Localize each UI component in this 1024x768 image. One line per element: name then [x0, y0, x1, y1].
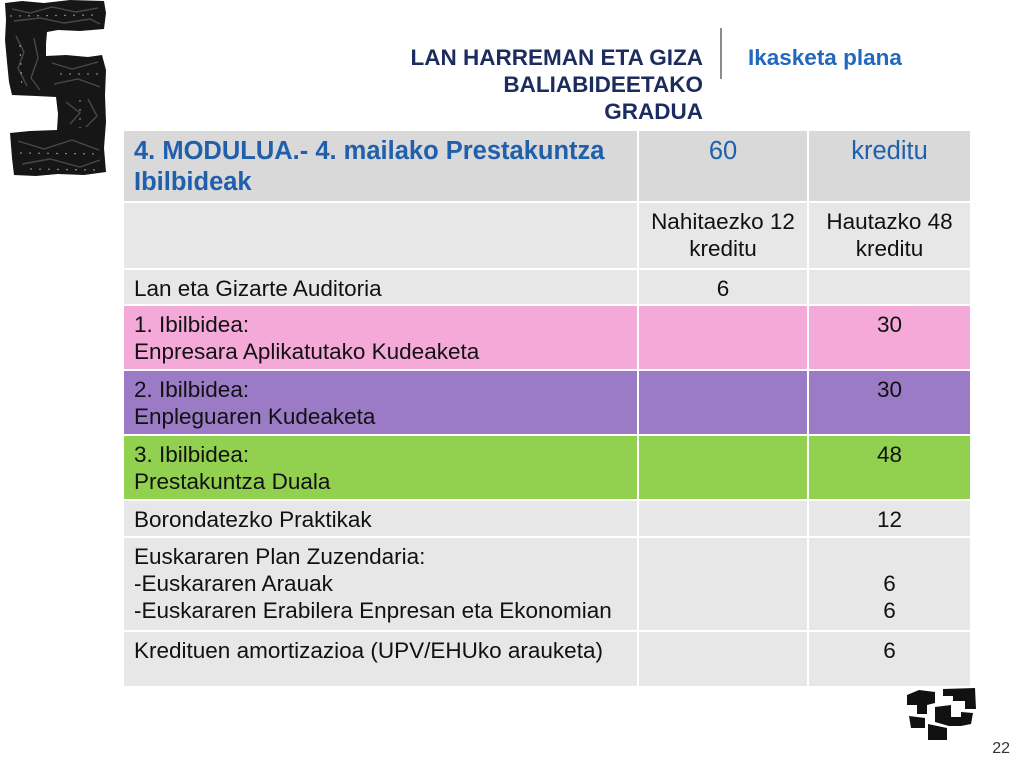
degree-title	[383, 44, 703, 125]
elective-credits-cell	[809, 436, 970, 499]
mandatory-credits-cell	[639, 436, 807, 499]
subject-label: Lan eta Gizarte Auditoria	[134, 276, 382, 301]
mandatory-credits-cell	[639, 538, 807, 630]
grunge-five-logo	[0, 0, 110, 180]
subject-cell	[124, 306, 637, 369]
subject-cell	[124, 270, 637, 304]
elective-credits-cell	[809, 501, 970, 536]
grunge-five-shape	[5, 0, 106, 176]
page-number: 22	[992, 740, 1010, 757]
header-separator	[720, 28, 722, 79]
elective-credits-value: 30	[876, 377, 903, 402]
mandatory-credits-header-line: Nahitaezko 12	[651, 209, 795, 234]
elective-credits-header-line: kreditu	[855, 236, 924, 261]
subject-cell	[124, 501, 637, 536]
mandatory-credits-cell	[639, 270, 807, 304]
subject-label: Prestakuntza Duala	[134, 469, 331, 494]
subject-label: 3. Ibilbidea:	[134, 442, 250, 467]
elective-credits-value: 6	[883, 571, 896, 596]
elective-credits-value: 30	[876, 312, 903, 337]
mandatory-credits-header-line: kreditu	[689, 236, 757, 261]
elective-credits-value: 12	[876, 507, 903, 532]
subject-label: Borondatezko Praktikak	[134, 507, 372, 532]
degree-title-line: LAN HARREMAN ETA GIZA	[410, 45, 703, 70]
subject-cell	[124, 371, 637, 434]
subject-label: Kredituen amortizazioa (UPV/EHUko arauketa)	[134, 638, 603, 663]
elective-credits-cell	[809, 538, 970, 630]
degree-title-line: BALIABIDEETAKO	[503, 72, 703, 97]
mandatory-credits-cell	[639, 632, 807, 686]
subject-label: 1. Ibilbidea:	[134, 312, 250, 337]
module-credits-unit: kreditu	[851, 137, 928, 165]
subject-cell	[124, 538, 637, 630]
elective-credits-value: 6	[883, 638, 896, 663]
elective-credits-cell	[809, 306, 970, 369]
module-credits-cell	[639, 131, 807, 201]
subject-label: Euskararen Plan Zuzendaria:	[134, 544, 426, 569]
elective-credits-header-cell	[809, 203, 970, 268]
mandatory-credits-header-cell	[639, 203, 807, 268]
upv-ehu-logo	[905, 687, 977, 741]
elective-credits-cell	[809, 632, 970, 686]
elective-credits-value: 6	[883, 598, 896, 623]
degree-title-line: GRADUA	[604, 99, 703, 124]
elective-credits-cell	[809, 270, 970, 304]
mandatory-credits-value: 6	[716, 276, 730, 301]
subject-label: 2. Ibilbidea:	[134, 377, 250, 402]
subject-label: -Euskararen Arauak	[134, 571, 333, 596]
mandatory-credits-cell	[639, 306, 807, 369]
module-title-line: 4. MODULUA.- 4. mailako Prestakuntza	[134, 137, 605, 165]
upv-ehu-logo-shape	[907, 688, 976, 740]
elective-credits-cell	[809, 371, 970, 434]
subject-cell	[124, 632, 637, 686]
elective-credits-header-line: Hautazko 48	[826, 209, 953, 234]
mandatory-credits-cell	[639, 501, 807, 536]
credit-type-empty-cell	[124, 203, 637, 268]
subject-label: Enpresara Aplikatutako Kudeaketa	[134, 339, 480, 364]
module-credit-table	[124, 131, 970, 686]
module-title-line: Ibilbideak	[134, 168, 252, 196]
module-title-cell	[124, 131, 637, 201]
subject-label: Enpleguaren Kudeaketa	[134, 404, 376, 429]
mandatory-credits-cell	[639, 371, 807, 434]
section-title: Ikasketa plana	[748, 45, 902, 70]
module-credits-unit-cell	[809, 131, 970, 201]
module-credits-value: 60	[708, 137, 738, 165]
subject-cell	[124, 436, 637, 499]
elective-credits-value: 48	[876, 442, 903, 467]
subject-label: -Euskararen Erabilera Enpresan eta Ekonomian	[134, 598, 612, 623]
